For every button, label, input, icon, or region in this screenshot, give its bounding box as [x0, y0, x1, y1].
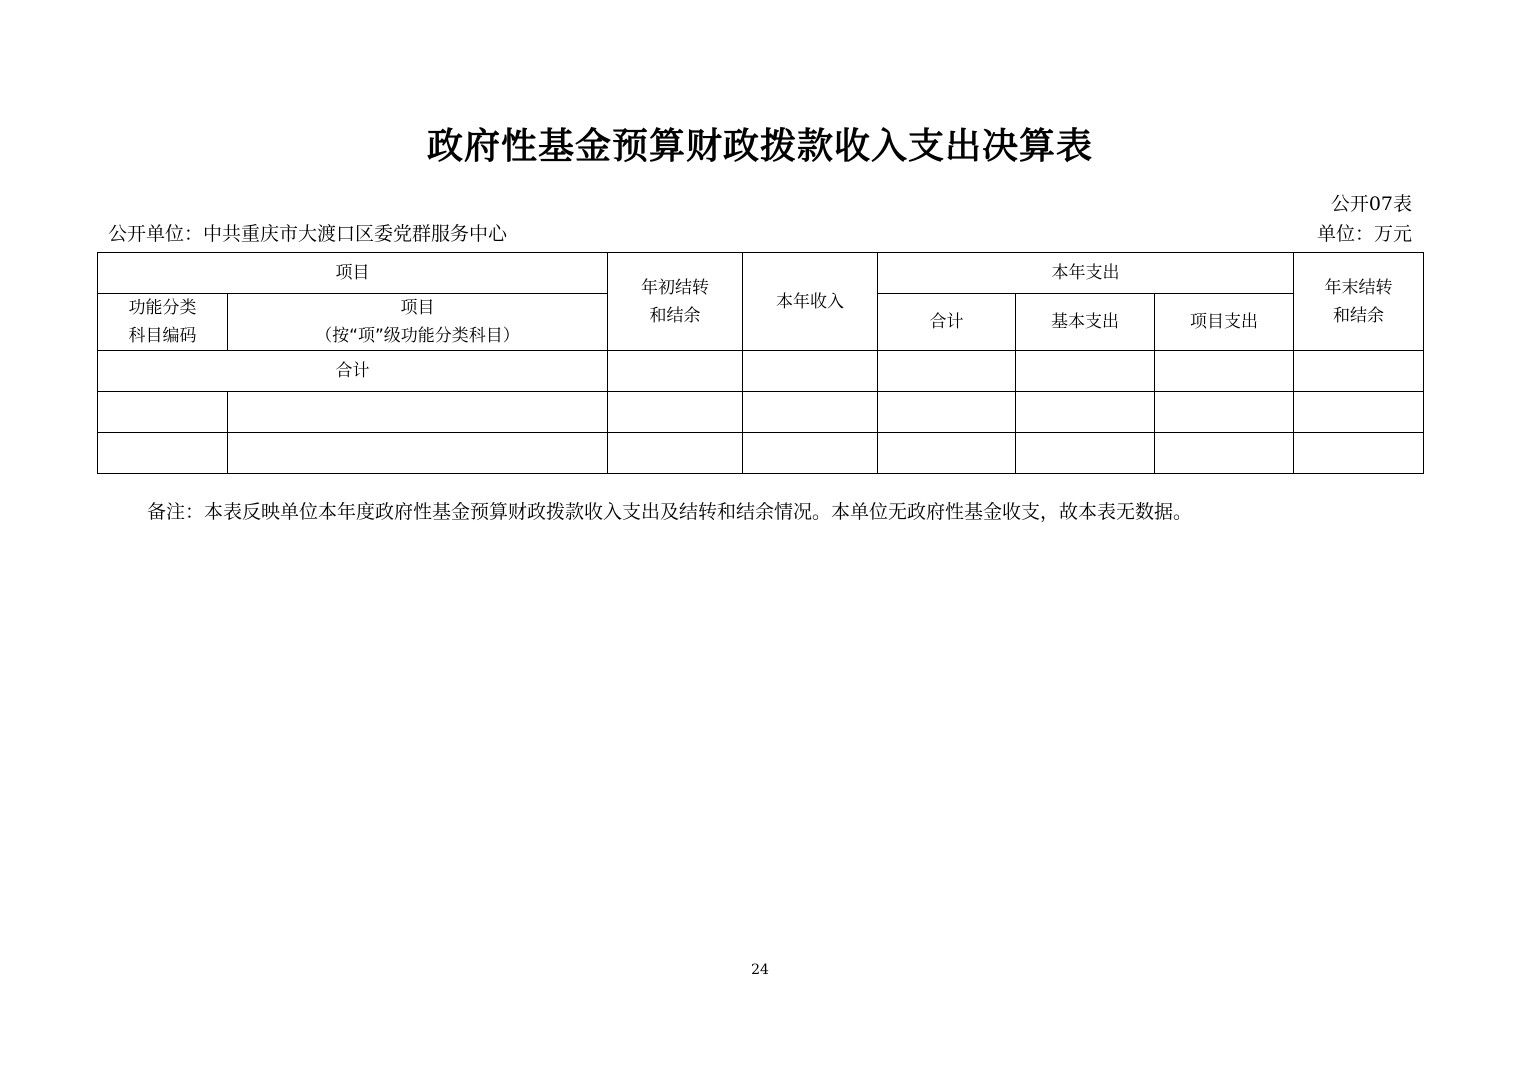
header-opening-balance [608, 253, 743, 351]
header-income: 本年收入 [743, 253, 878, 351]
header-code-line2: 科目编码 [128, 326, 197, 346]
table-cell [1016, 351, 1155, 392]
table-cell [1294, 351, 1424, 392]
header-function-code [98, 294, 228, 351]
table-cell [228, 433, 608, 474]
table-cell [1016, 392, 1155, 433]
table-cell [608, 351, 743, 392]
table-cell [98, 392, 228, 433]
table-number: 公开07表 [1330, 193, 1412, 215]
header-closing-line2: 和结余 [1333, 305, 1385, 326]
page-number: 24 [751, 962, 769, 978]
table-cell [1155, 433, 1294, 474]
table-cell [98, 433, 228, 474]
header-code-line1: 功能分类 [128, 298, 197, 318]
header-item-name [228, 294, 608, 351]
header-row-1 [98, 253, 1424, 294]
header-closing-line1: 年末结转 [1324, 277, 1393, 298]
header-expense-total: 合计 [878, 294, 1016, 351]
table-cell [608, 433, 743, 474]
header-item-line1: 项目 [400, 298, 435, 318]
total-row [98, 351, 1424, 392]
reporting-unit: 公开单位：中共重庆市大渡口区委党群服务中心 [108, 223, 508, 245]
header-expense-project: 项目支出 [1155, 294, 1294, 351]
table-cell [743, 392, 878, 433]
currency-unit: 单位：万元 [1316, 223, 1412, 245]
header-opening-line1: 年初结转 [641, 277, 709, 298]
header-opening-line2: 和结余 [649, 305, 701, 326]
table-cell [743, 433, 878, 474]
table-cell [878, 351, 1016, 392]
table-cell [1294, 392, 1424, 433]
table-cell [1294, 433, 1424, 474]
table-cell [1155, 351, 1294, 392]
header-item-group: 项目 [98, 253, 608, 294]
table-cell [1016, 433, 1155, 474]
table-cell [228, 392, 608, 433]
footnote: 备注：本表反映单位本年度政府性基金预算财政拨款收入支出及结转和结余情况。本单位无政府性基金收支，故本表无数据。 [147, 501, 1193, 523]
page-title: 政府性基金预算财政拨款收入支出决算表 [426, 126, 1093, 167]
table-cell [1155, 392, 1294, 433]
table-cell [878, 392, 1016, 433]
table-cell [608, 392, 743, 433]
header-item-line2: （按“项”级功能分类科目） [315, 326, 520, 346]
total-label: 合计 [98, 351, 608, 392]
table-cell [878, 433, 1016, 474]
table-cell [743, 351, 878, 392]
header-expense-group: 本年支出 [878, 253, 1294, 294]
table-row [98, 392, 1424, 433]
header-closing-balance [1294, 253, 1424, 351]
table-row [98, 433, 1424, 474]
fund-budget-table [97, 252, 1424, 474]
header-expense-basic: 基本支出 [1016, 294, 1155, 351]
